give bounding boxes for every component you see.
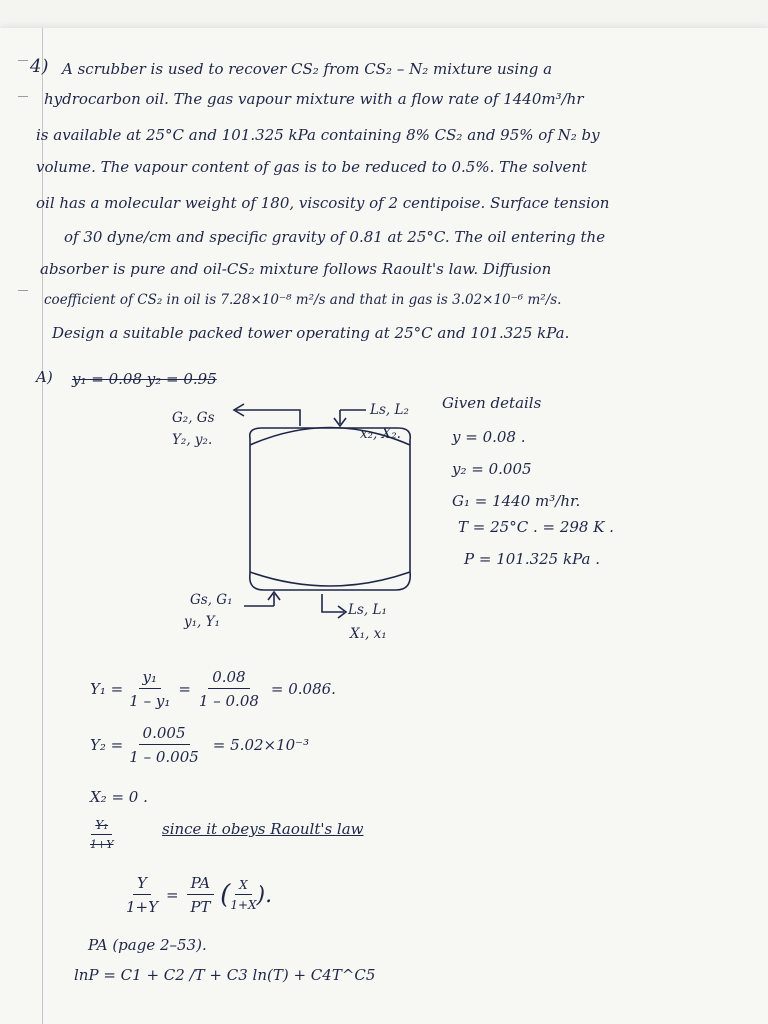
equation-raoult xyxy=(126,874,272,916)
given-item-temperature: T = 25°C . = 298 K . xyxy=(458,518,614,536)
Y1-lhs: Y₁ = xyxy=(90,680,124,698)
Y2-result: = 5.02×10⁻³ xyxy=(212,736,310,754)
gas-outlet-arrow xyxy=(236,410,300,426)
problem-line-4: volume. The vapour content of gas is to be reduced to 0.5%. The solvent xyxy=(36,158,588,176)
eq1-num-Y: Y xyxy=(133,874,151,895)
Y1-result: = 0.086. xyxy=(270,680,336,698)
problem-line-9: Design a suitable packed tower operating at 25°C and 101.325 kPa. xyxy=(52,324,570,342)
pa-page-reference: PA (page 2–53). xyxy=(88,936,207,954)
tower-bottom-cap xyxy=(250,572,410,586)
problem-line-3: is available at 25°C and 101.325 kPa containing 8% CS₂ and 95% of N₂ by xyxy=(36,126,600,144)
given-item-y2: y₂ = 0.005 xyxy=(452,460,532,478)
bottom-right-flow-label: Ls, L₁ xyxy=(348,602,387,618)
eq1-open-paren: ( xyxy=(220,880,231,910)
tower-outline xyxy=(250,428,411,590)
eq1-equals: = xyxy=(166,886,179,904)
problem-line-6: of 30 dyne/cm and specific gravity of 0.81 at 25°C. The oil entering the xyxy=(64,228,606,246)
top-left-mole-label: Y₂, y₂. xyxy=(172,432,213,448)
eq1-den-1plusY: 1+Y xyxy=(126,898,159,916)
equation-X2: X₂ = 0 . xyxy=(90,788,148,806)
bottom-left-flow-label: Gs, G₁ xyxy=(190,592,233,608)
answer-label: A) xyxy=(36,368,53,386)
raoult-struck-num: Y₁ xyxy=(91,818,112,835)
eq1-paren-num-X: X xyxy=(235,878,252,895)
raoult-struck-den: 1+Y xyxy=(90,838,114,851)
eq1-den-PT: PT xyxy=(190,898,211,916)
top-right-flow-label: Ls, L₂ xyxy=(370,402,409,418)
raoult-law-note: since it obeys Raoult's law xyxy=(162,820,364,838)
question-number: 4) xyxy=(30,56,49,77)
problem-line-2: hydrocarbon oil. The gas vapour mixture with a flow rate of 1440m³/hr xyxy=(44,90,584,108)
problem-line-5: oil has a molecular weight of 180, viscosity of 2 centipoise. Surface tension xyxy=(36,194,610,212)
gas-inlet-arrow xyxy=(244,594,274,606)
equation-Y1 xyxy=(90,668,336,710)
Y1-denominator: 1 – y₁ xyxy=(129,692,171,710)
top-left-flow-label: G₂, Gs xyxy=(172,410,215,426)
problem-line-8: coefficient of CS₂ in oil is 7.28×10⁻⁸ m²/s and that in gas is 3.02×10⁻⁶ m²/s. xyxy=(44,292,562,308)
eq1-paren-den-1plusX: 1+X xyxy=(230,898,257,912)
problem-line-1: A scrubber is used to recover CS₂ from CS₂ – N₂ mixture using a xyxy=(62,60,553,78)
eq1-num-PA: PA xyxy=(187,874,215,895)
Y1-equals: = xyxy=(178,680,191,698)
antoine-equation: lnP = C1 + C2 /T + C3 ln(T) + C4T^C5 xyxy=(74,966,376,984)
Y2-numerator: 0.005 xyxy=(139,724,190,745)
Y2-denominator: 1 – 0.005 xyxy=(129,748,199,766)
Y1-denominator-value: 1 – 0.08 xyxy=(198,692,259,710)
struck-out-values: y₁ = 0.08 y₂ = 0.95 xyxy=(72,370,217,388)
Y1-numerator-value: 0.08 xyxy=(208,668,249,689)
liquid-outlet-arrow xyxy=(322,594,344,612)
Y1-numerator: y₁ xyxy=(139,668,162,689)
given-details-title: Given details xyxy=(442,394,542,412)
Y2-lhs: Y₂ = xyxy=(90,736,124,754)
bottom-right-mole-label: X₁, x₁ xyxy=(350,626,387,642)
given-item-g1: G₁ = 1440 m³/hr. xyxy=(452,492,581,510)
equation-Y2 xyxy=(90,724,309,766)
problem-line-7: absorber is pure and oil-CS₂ mixture follows Raoult's law. Diffusion xyxy=(40,260,552,278)
bottom-left-mole-label: y₁, Y₁ xyxy=(184,614,220,630)
top-right-mole-label: x₂, X₂. xyxy=(360,426,401,442)
given-item-pressure: P = 101.325 kPa . xyxy=(464,550,600,568)
raoult-struck-fraction xyxy=(90,818,113,851)
eq1-close: ). xyxy=(256,882,273,908)
given-item-y: y = 0.08 . xyxy=(452,428,526,446)
